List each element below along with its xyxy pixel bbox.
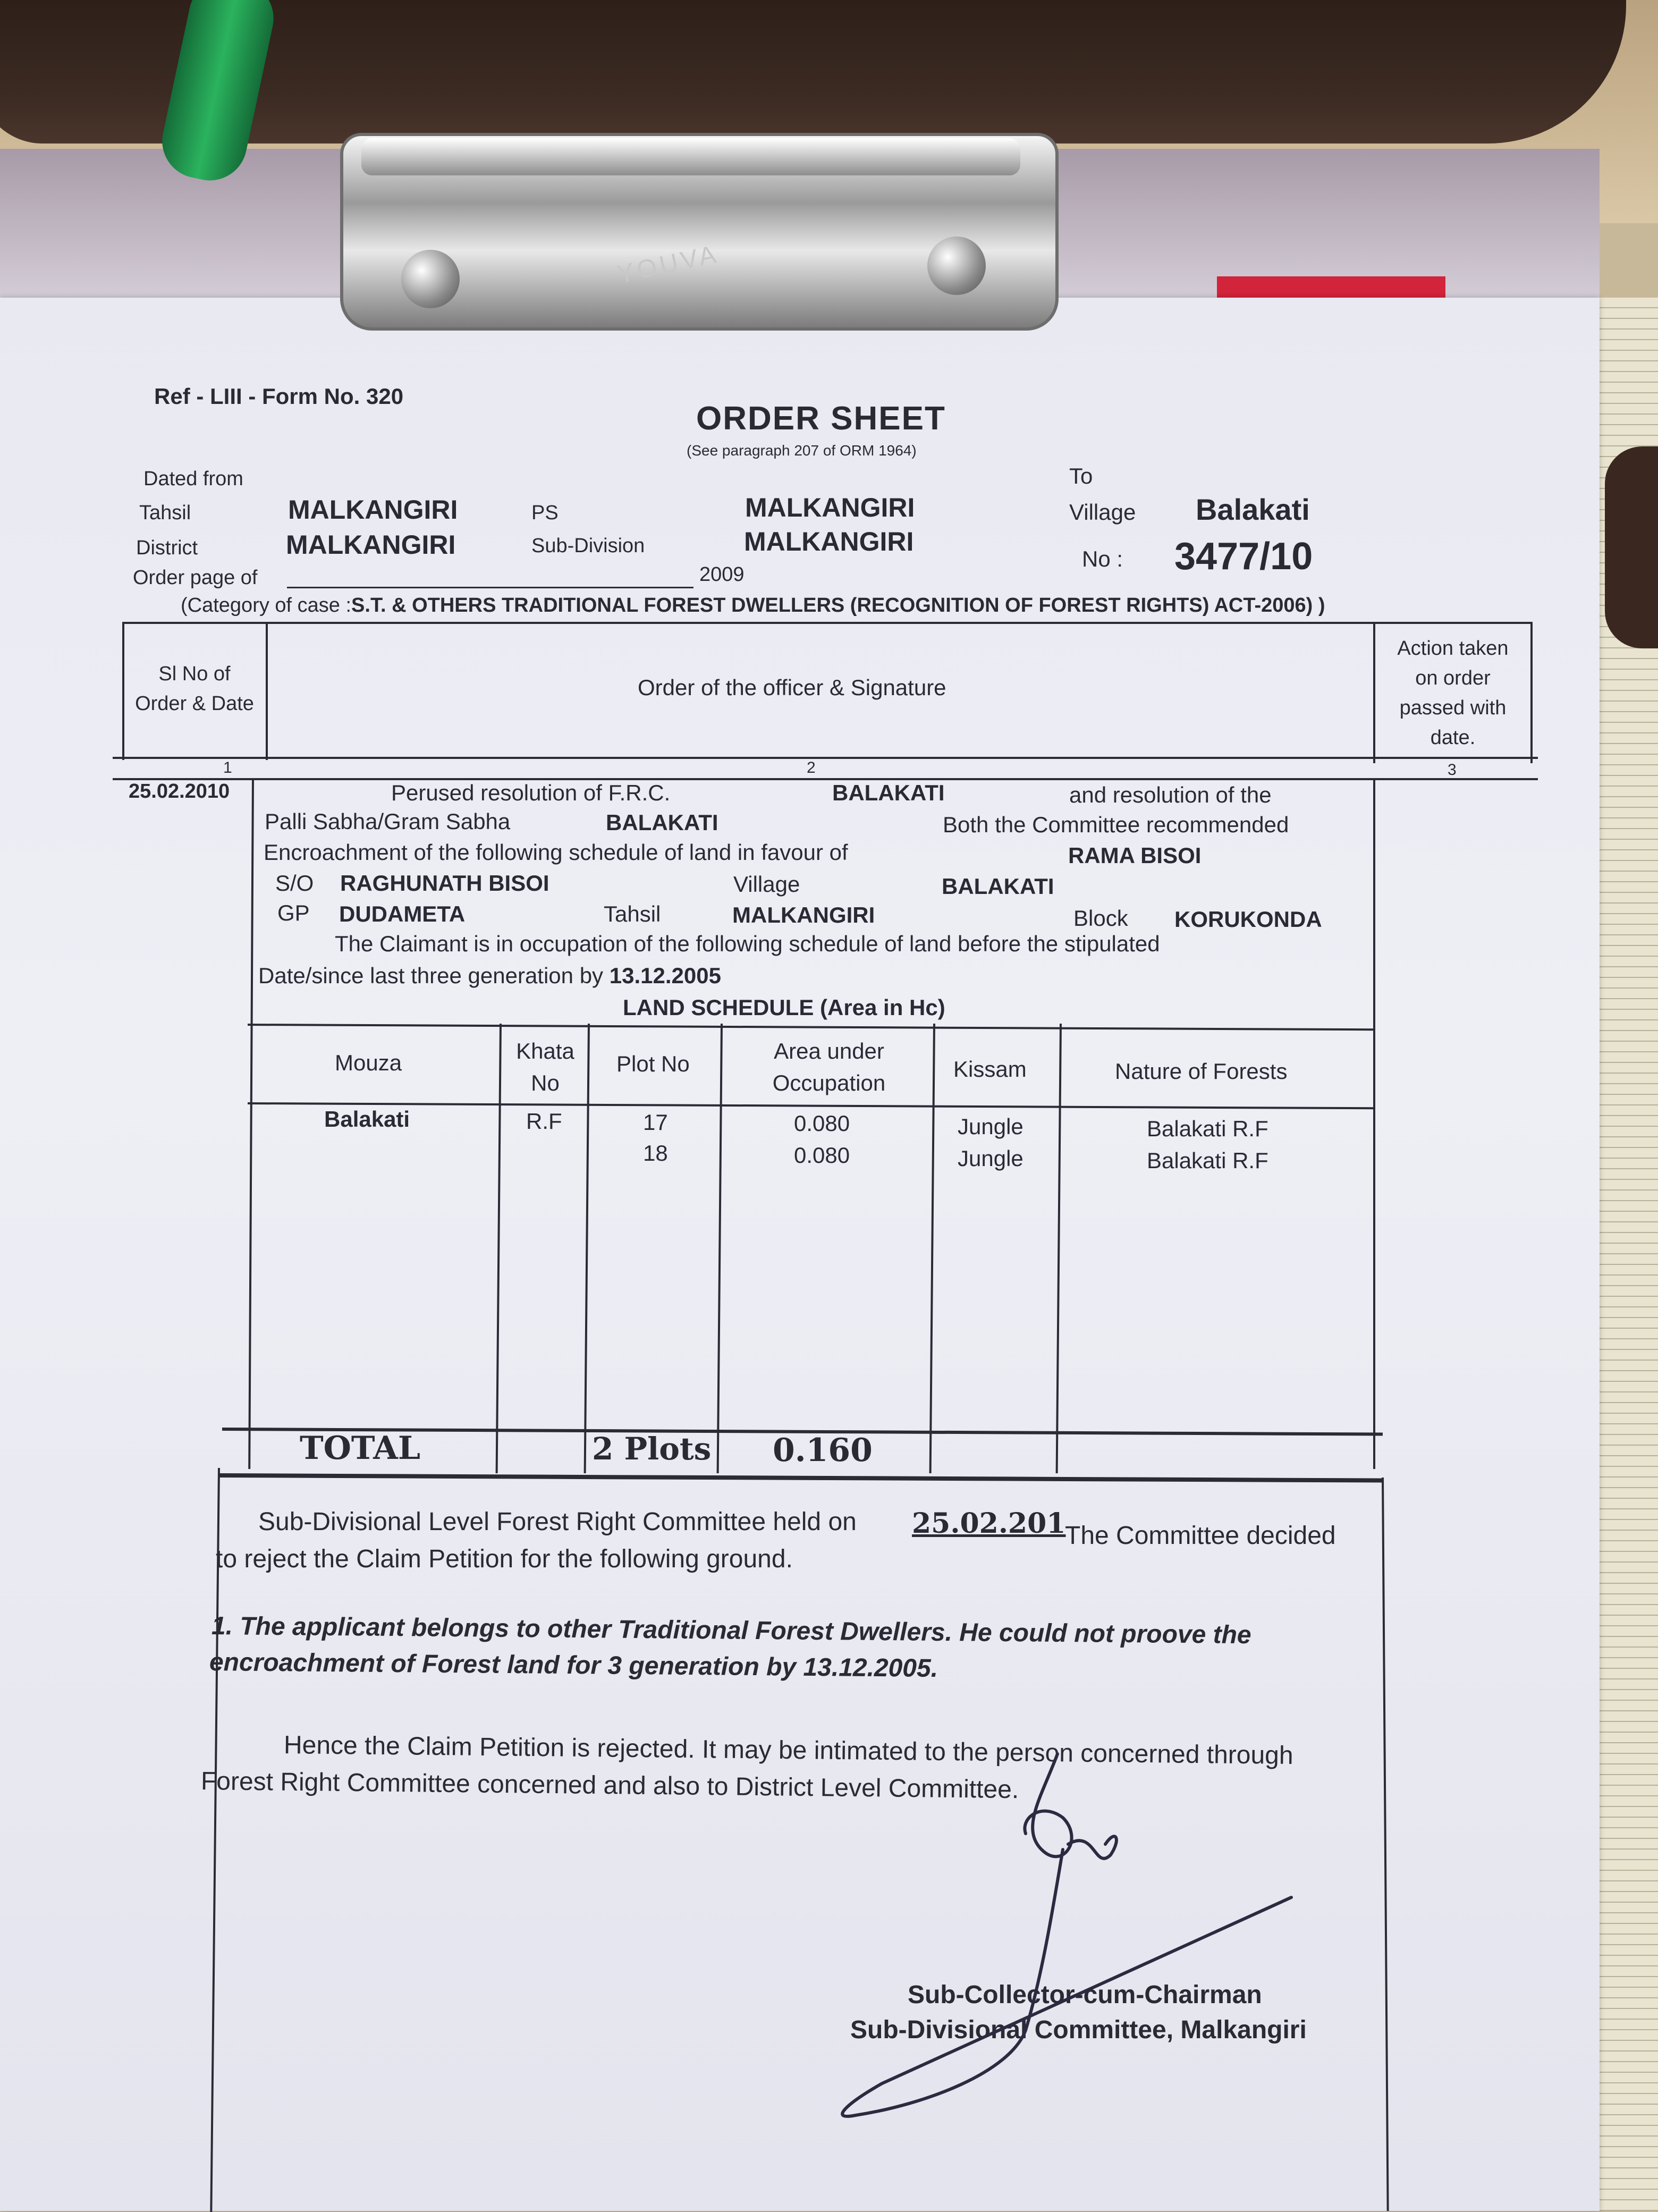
category-value: S.T. & OTHERS TRADITIONAL FOREST DWELLERS (RECOGNITION OF FOREST RIGHTS) ACT-2006) ) bbox=[351, 594, 1325, 617]
schedule-kissam-2: Jungle bbox=[958, 1146, 1023, 1171]
schedule-header-kissam: Kissam bbox=[953, 1057, 1027, 1082]
gp-label: GP bbox=[277, 900, 310, 925]
schedule-area-1: 0.080 bbox=[794, 1111, 850, 1136]
col-header-order: Order of the officer & Signature bbox=[638, 675, 946, 700]
total-label: TOTAL bbox=[300, 1430, 421, 1467]
order-line7-text: Date/since last three generation by bbox=[258, 963, 604, 988]
block-label: Block bbox=[1073, 906, 1128, 931]
case-number: 3477/10 bbox=[1174, 535, 1313, 578]
schedule-header-nature: Nature of Forests bbox=[1115, 1059, 1288, 1084]
col-number-1: 1 bbox=[223, 759, 232, 776]
clip-brand-logo: YOUVA bbox=[614, 240, 722, 289]
signatory-line2: Sub-Divisional Committee, Malkangiri bbox=[850, 2016, 1307, 2044]
committee-date: 25.02.201 bbox=[912, 1507, 1066, 1540]
decision-line2: to reject the Claim Petition for the following ground. bbox=[216, 1545, 793, 1573]
order-line1-c: and resolution of the bbox=[1069, 782, 1272, 807]
ground-line2: encroachment of Forest land for 3 generation by 13.12.2005. bbox=[209, 1648, 938, 1683]
col-header-sl-no: Sl No of Order & Date bbox=[135, 663, 254, 715]
district-value: MALKANGIRI bbox=[286, 530, 456, 560]
village-label: Village bbox=[1069, 500, 1136, 525]
order-date: 25.02.2010 bbox=[129, 780, 230, 803]
order-line2-a: Palli Sabha/Gram Sabha bbox=[265, 809, 511, 834]
schedule-nature-1: Balakati R.F bbox=[1147, 1116, 1268, 1141]
category-prefix: (Category of case : bbox=[181, 594, 352, 617]
order-tahsil-value: MALKANGIRI bbox=[732, 902, 875, 927]
tahsil-value: MALKANGIRI bbox=[288, 495, 458, 525]
schedule-header-area: Area under Occupation bbox=[772, 1039, 886, 1095]
total-area: 0.160 bbox=[773, 1432, 873, 1469]
so-label: S/O bbox=[275, 871, 314, 896]
col-header-action: Action taken on order passed with date. bbox=[1397, 637, 1509, 749]
decision-line1-a: Sub-Divisional Level Forest Right Committee held on bbox=[258, 1508, 857, 1536]
order-line3-a: Encroachment of the following schedule of land in favour of bbox=[264, 840, 848, 865]
ground-line1: 1. The applicant belongs to other Traditional Forest Dwellers. He could not proove the bbox=[211, 1612, 1251, 1650]
ps-value: MALKANGIRI bbox=[745, 493, 915, 522]
schedule-khata-value: R.F bbox=[526, 1109, 562, 1134]
district-label: District bbox=[136, 537, 198, 559]
order-line2-sabha: BALAKATI bbox=[606, 810, 718, 835]
page-subtitle: (See paragraph 207 of ORM 1964) bbox=[687, 442, 917, 459]
order-line2-c: Both the Committee recommended bbox=[943, 812, 1289, 837]
gp-value: DUDAMETA bbox=[339, 901, 466, 926]
order-line1-a: Perused resolution of F.R.C. bbox=[391, 780, 671, 805]
page-title: ORDER SHEET bbox=[696, 400, 946, 437]
order-page-label: Order page of bbox=[133, 567, 258, 589]
schedule-area-2: 0.080 bbox=[794, 1143, 850, 1168]
total-plots: 2 Plots bbox=[592, 1431, 712, 1467]
schedule-header-khata: Khata No bbox=[516, 1039, 574, 1095]
schedule-plot-2: 18 bbox=[643, 1141, 668, 1166]
order-village-label: Village bbox=[733, 872, 800, 897]
schedule-kissam-1: Jungle bbox=[958, 1114, 1023, 1139]
decision-line4: Forest Right Committee concerned and also to District Level Committee. bbox=[200, 1767, 1019, 1804]
subdivision-label: Sub-Division bbox=[531, 535, 645, 557]
stipulated-date: 13.12.2005 bbox=[609, 963, 721, 988]
order-page-year: 2009 bbox=[699, 563, 745, 586]
schedule-header-plot: Plot No bbox=[616, 1051, 690, 1076]
ps-label: PS bbox=[531, 502, 559, 524]
col-number-2: 2 bbox=[807, 759, 816, 776]
subdivision-value: MALKANGIRI bbox=[744, 527, 914, 556]
schedule-mouza-value: Balakati bbox=[324, 1107, 410, 1132]
order-village-value: BALAKATI bbox=[942, 874, 1054, 899]
schedule-plot-1: 17 bbox=[643, 1110, 668, 1135]
decision-line1-b: The Committee decided bbox=[1065, 1522, 1336, 1550]
schedule-header-mouza: Mouza bbox=[335, 1050, 402, 1075]
decision-line3: Hence the Claim Petition is rejected. It may be intimated to the person concerned through bbox=[283, 1731, 1293, 1770]
order-line6: The Claimant is in occupation of the following schedule of land before the stipulated bbox=[335, 931, 1160, 956]
order-line1-frc: BALAKATI bbox=[832, 780, 945, 805]
form-reference: Ref - LIII - Form No. 320 bbox=[154, 384, 404, 409]
village-value: Balakati bbox=[1196, 493, 1310, 526]
dated-from-label: Dated from bbox=[143, 468, 243, 490]
block-value: KORUKONDA bbox=[1174, 907, 1322, 932]
no-label: No : bbox=[1082, 546, 1123, 571]
land-schedule-title: LAND SCHEDULE (Area in Hc) bbox=[623, 995, 945, 1020]
signatory-line1: Sub-Collector-cum-Chairman bbox=[908, 1981, 1262, 2009]
tahsil-label: Tahsil bbox=[139, 502, 191, 524]
col-number-3: 3 bbox=[1448, 761, 1457, 779]
order-tahsil-label: Tahsil bbox=[604, 901, 661, 926]
schedule-nature-2: Balakati R.F bbox=[1147, 1148, 1268, 1173]
claimant-name: RAMA BISOI bbox=[1068, 843, 1202, 868]
to-label: To bbox=[1069, 463, 1093, 488]
so-value: RAGHUNATH BISOI bbox=[340, 871, 549, 896]
